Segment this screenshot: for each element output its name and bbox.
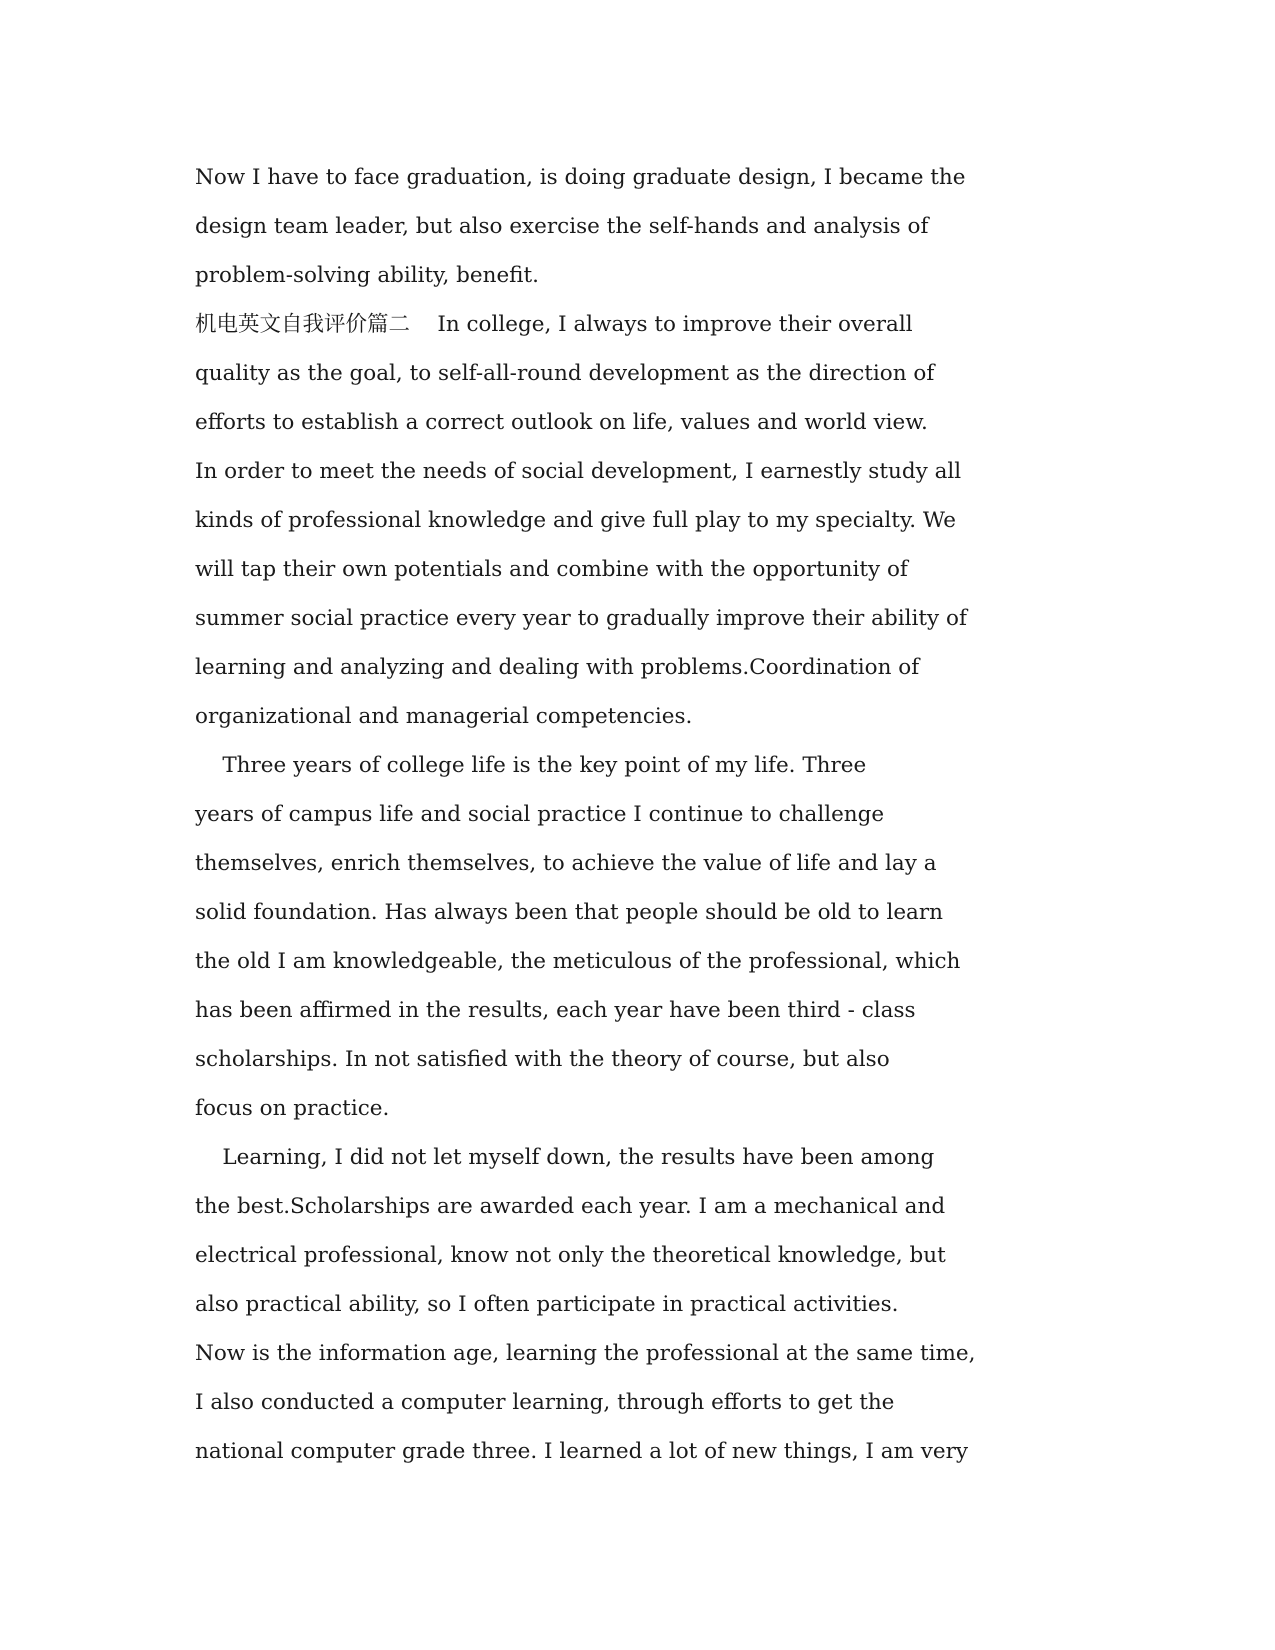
text-line: efforts to establish a correct outlook on life, values and world view. (195, 410, 928, 435)
text-line: quality as the goal, to self-all-round development as the direction of (195, 361, 935, 386)
text-line: solid foundation. Has always been that people should be old to learn (195, 900, 943, 925)
text-line: focus on practice. (195, 1096, 390, 1121)
text-line: the best.Scholarships are awarded each year. I am a mechanical and (195, 1194, 946, 1219)
text-line: has been affirmed in the results, each year have been third - class (195, 998, 916, 1023)
text-line: themselves, enrich themselves, to achieve the value of life and lay a (195, 851, 937, 876)
text-line: I also conducted a computer learning, through efforts to get the (195, 1390, 895, 1415)
text-line: Three years of college life is the key point of my life. Three (195, 753, 867, 778)
text-line: summer social practice every year to gradually improve their ability of (195, 606, 967, 631)
text-line: design team leader, but also exercise the self-hands and analysis of (195, 214, 929, 239)
text-line: scholarships. In not satisfied with the theory of course, but also (195, 1047, 890, 1072)
body-text (195, 153, 1095, 1476)
text-line: kinds of professional knowledge and give full play to my specialty. We (195, 508, 956, 533)
text-line: Learning, I did not let myself down, the results have been among (195, 1145, 935, 1170)
text-line: organizational and managerial competencies. (195, 704, 693, 729)
text-line: also practical ability, so I often participate in practical activities. (195, 1292, 899, 1317)
text-line: Now is the information age, learning the professional at the same time, (195, 1341, 976, 1366)
section-heading-line: 机电英文自我评价篇二 In college, I always to improve their overall (195, 312, 913, 337)
text-line: national computer grade three. I learned a lot of new things, I am very (195, 1439, 969, 1464)
text-line: will tap their own potentials and combine with the opportunity of (195, 557, 908, 582)
text-line: electrical professional, know not only the theoretical knowledge, but (195, 1243, 946, 1268)
text-line: In order to meet the needs of social development, I earnestly study all (195, 459, 962, 484)
text-line: years of campus life and social practice I continue to challenge (195, 802, 885, 827)
text-line: the old I am knowledgeable, the meticulous of the professional, which (195, 949, 961, 974)
text-line: problem-solving ability, benefit. (195, 263, 539, 288)
text-line: learning and analyzing and dealing with problems.Coordination of (195, 655, 920, 680)
text-line: Now I have to face graduation, is doing graduate design, I became the (195, 165, 966, 190)
